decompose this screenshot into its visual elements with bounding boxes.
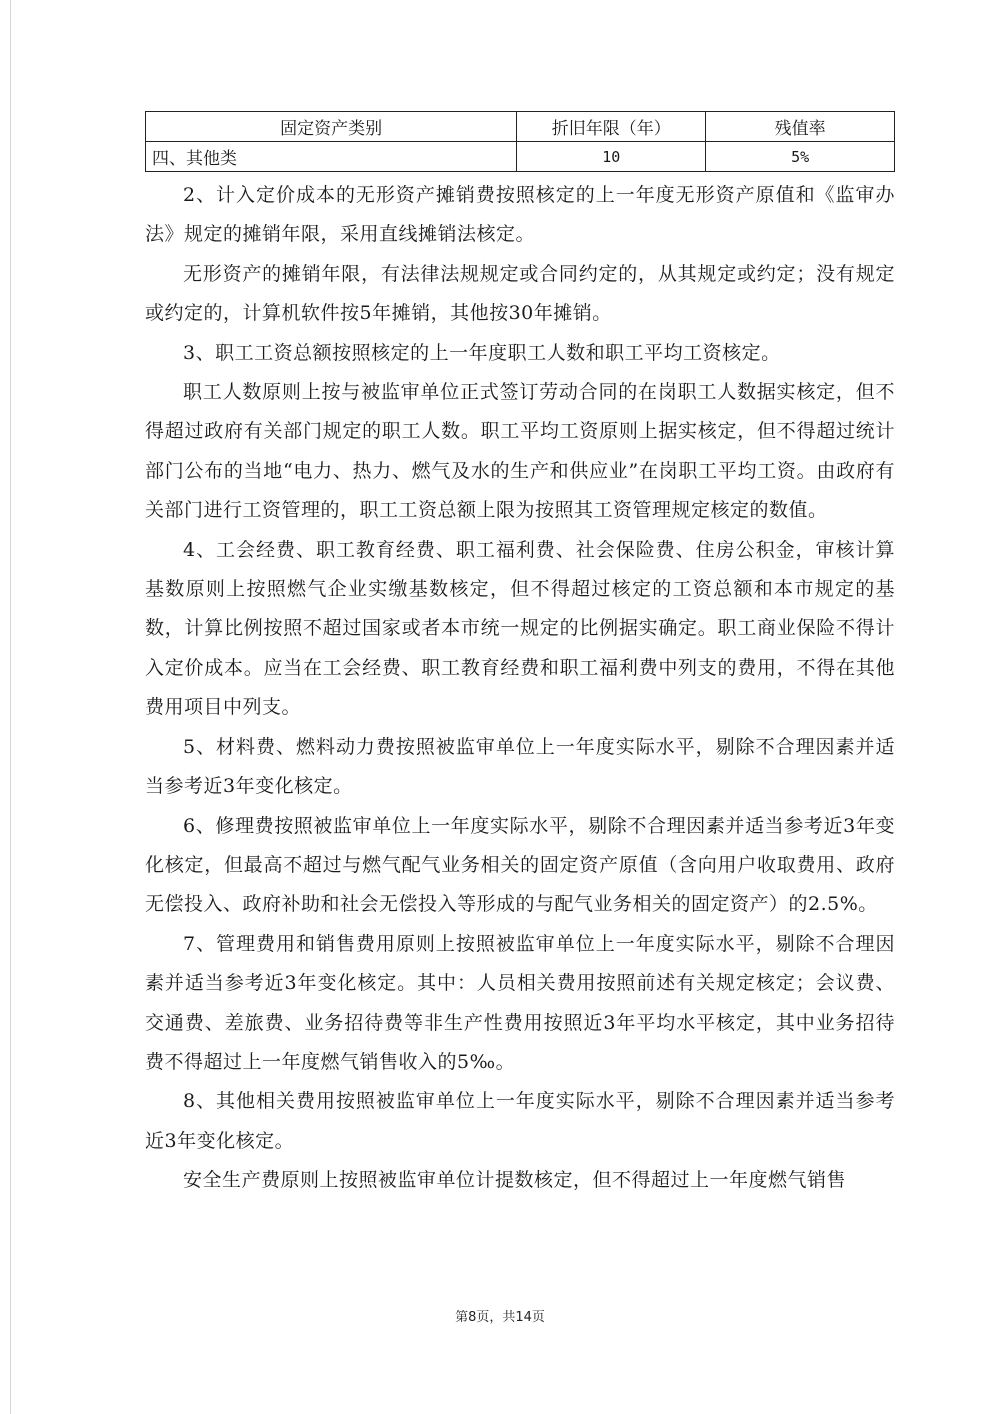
paragraph-amortization-period: 无形资产的摊销年限，有法律法规规定或合同约定的，从其规定或约定；没有规定或约定的，计算机软件按5年摊销，其他按30年摊销。 (145, 262, 895, 325)
header-asset-category: 固定资产类别 (146, 112, 517, 142)
document-body (145, 111, 895, 1201)
cell-years: 10 (517, 142, 706, 172)
cell-rate: 5% (706, 142, 895, 172)
paragraph-wage-total: 3、职工工资总额按照核定的上一年度职工人数和职工平均工资核定。 (183, 341, 781, 364)
paragraph-union-funds: 4、工会经费、职工教育经费、职工福利费、社会保险费、住房公积金，审核计算基数原则上按照燃气企业实缴基数核定，但不得超过核定的工资总额和本市规定的基数，计算比例按照不超过国家或者本市统一规定的比例据实确定。职工商业保险不得计入定价成本。应当在工会经费、职工教育经费和职工福利费中列支的费用，不得在其他费用项目中列支。 (145, 538, 895, 719)
table-row (146, 142, 895, 172)
paragraph-other-costs: 8、其他相关费用按照被监审单位上一年度实际水平，剔除不合理因素并适当参考近3年变化核定。 (145, 1090, 895, 1152)
table-header-row (146, 112, 895, 142)
header-depreciation-years: 折旧年限（年） (517, 112, 706, 142)
paragraph-admin-sales-costs: 7、管理费用和销售费用原则上按照被监审单位上一年度实际水平，剔除不合理因素并适当参考近3年变化核定。其中：人员相关费用按照前述有关规定核定；会议费、交通费、差旅费、业务招待费等非生产性费用按照近3年平均水平核定，其中业务招待费不得超过上一年度燃气销售收入的5‰。 (145, 932, 895, 1073)
paragraph-intangible-amortization: 2、计入定价成本的无形资产摊销费按照核定的上一年度无形资产原值和《监审办法》规定的摊销年限，采用直线摊销法核定。 (145, 184, 895, 246)
header-residual-rate: 残值率 (706, 112, 895, 142)
cell-category: 四、其他类 (146, 142, 517, 172)
paragraph-safety-fee: 安全生产费原则上按照被监审单位计提数核定，但不得超过上一年度燃气销售 (183, 1169, 847, 1192)
page-number: 第8页，共14页 (455, 1310, 545, 1325)
paragraph-repair-costs: 6、修理费按照被监审单位上一年度实际水平，剔除不合理因素并适当参考近3年变化核定，但最高不超过与燃气配气业务相关的固定资产原值（含向用户收取费用、政府无偿投入、政府补助和社会无偿投入等形成的与配气业务相关的固定资产）的2.5%。 (145, 814, 895, 916)
page-edge-line (10, 0, 11, 1414)
paragraph-staff-count: 职工人数原则上按与被监审单位正式签订劳动合同的在岗职工人数据实核定，但不得超过政府有关部门规定的职工人数。职工平均工资原则上据实核定，但不得超过统计部门公布的当地“电力、热力、燃气及水的生产和供应业”在岗职工平均工资。由政府有关部门进行工资管理的，职工工资总额上限为按照其工资管理规定核定的数值。 (145, 381, 895, 522)
fixed-asset-table (145, 111, 895, 172)
paragraph-material-costs: 5、材料费、燃料动力费按照被监审单位上一年度实际水平，剔除不合理因素并适当参考近3年变化核定。 (145, 735, 895, 798)
